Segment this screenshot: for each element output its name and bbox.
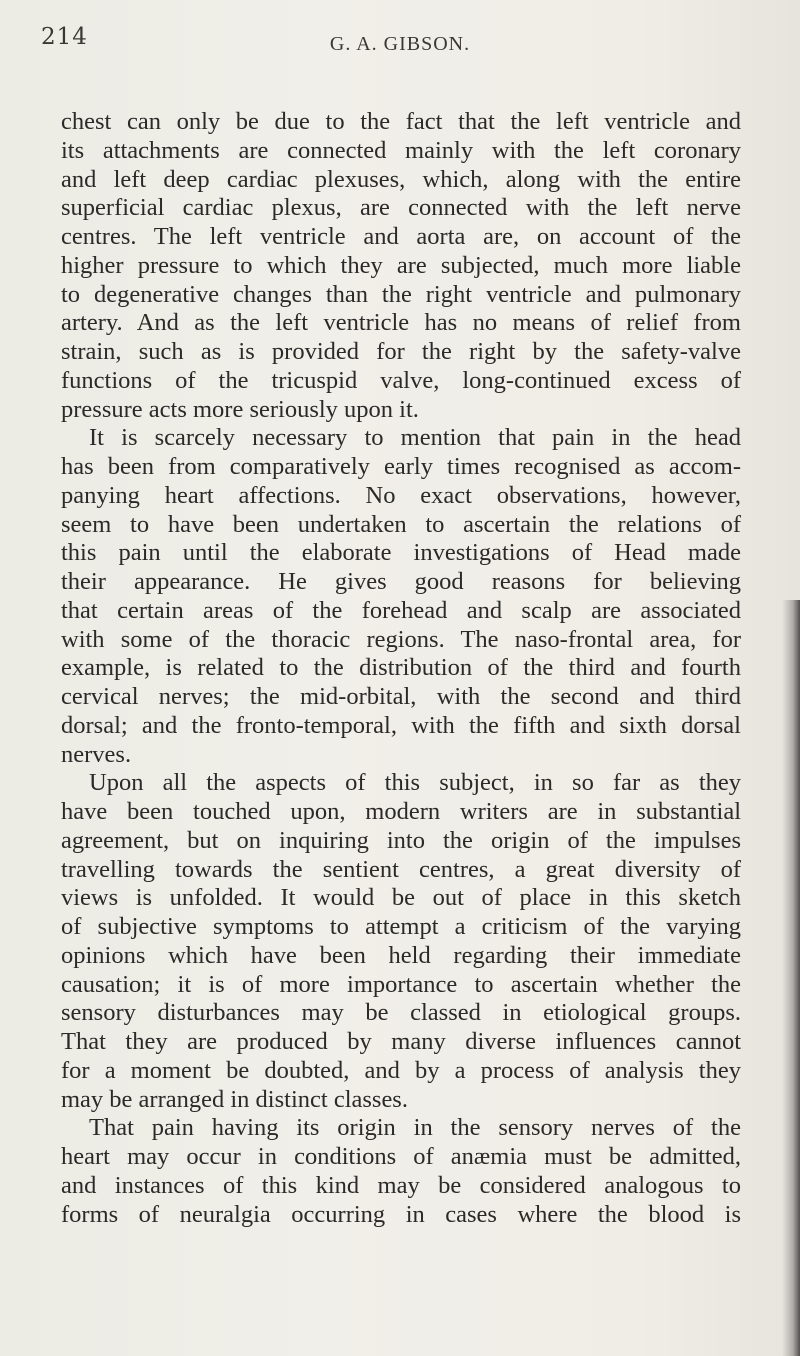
text-line: panying heart affections. No exact observations, however, (61, 481, 741, 509)
page-number: 214 (41, 24, 88, 50)
page-edge-shadow (782, 600, 800, 1356)
running-head: G. A. GIBSON. (329, 33, 471, 55)
text-line: of subjective symptoms to attempt a criticism of the varying (61, 913, 741, 940)
text-line: their appearance. He gives good reasons for believing (61, 568, 741, 595)
text-line: cervical nerves; the mid-orbital, with the second and third (61, 683, 741, 710)
text-line: travelling towards the sentient centres, a great diversity of (61, 855, 741, 883)
text-line: its attachments are connected mainly with the left coronary (61, 136, 741, 164)
text-line: higher pressure to which they are subjected, much more liable (61, 251, 741, 279)
text-line: have been touched upon, modern writers are in substantial (61, 798, 741, 825)
text-line: strain, such as is provided for the right by the safety-valve (61, 338, 741, 365)
text-line: with some of the thoracic regions. The naso-frontal area, for (61, 625, 741, 653)
paragraph-first-line: Upon all the aspects of this subject, in so far as they (89, 769, 741, 797)
text-line: sensory disturbances may be classed in etiological groups. (61, 999, 741, 1027)
text-line: chest can only be due to the fact that the left ventricle and (61, 108, 741, 135)
text-line: has been from comparatively early times recognised as accom- (61, 453, 741, 480)
text-line: dorsal; and the fronto-temporal, with the fifth and sixth dorsal (61, 711, 741, 739)
text-line: That they are produced by many diverse influences cannot (61, 1028, 741, 1055)
text-line: artery. And as the left ventricle has no means of relief from (61, 309, 741, 337)
text-line: opinions which have been held regarding their immediate (61, 941, 741, 969)
text-line: may be arranged in distinct classes. (61, 1085, 408, 1113)
text-line: causation; it is of more importance to ascertain whether the (61, 970, 741, 998)
text-line: that certain areas of the forehead and scalp are associated (61, 596, 741, 624)
text-line: and instances of this kind may be considered analogous to (61, 1171, 741, 1199)
text-line: superficial cardiac plexus, are connected with the left nerve (61, 194, 741, 222)
paragraph-first-line: That pain having its origin in the sensory nerves of the (89, 1114, 741, 1142)
text-line: functions of the tricuspid valve, long-continued excess of (61, 366, 741, 394)
text-line: for a moment be doubted, and by a process of analysis they (61, 1056, 741, 1084)
text-line: forms of neuralgia occurring in cases where the blood is (61, 1200, 741, 1228)
text-line: views is unfolded. It would be out of place in this sketch (61, 884, 741, 912)
text-line: nerves. (61, 740, 132, 768)
text-line: seem to have been undertaken to ascertain the relations of (61, 510, 741, 538)
body-text (61, 108, 741, 1229)
text-line: and left deep cardiac plexuses, which, along with the entire (61, 165, 741, 193)
text-line: heart may occur in conditions of anæmia must be admitted, (61, 1143, 741, 1170)
text-line: this pain until the elaborate investigations of Head made (61, 539, 741, 567)
text-line: agreement, but on inquiring into the origin of the impulses (61, 826, 741, 854)
text-line: example, is related to the distribution of the third and fourth (61, 654, 741, 682)
text-line: to degenerative changes than the right ventricle and pulmonary (61, 280, 741, 308)
text-line: pressure acts more seriously upon it. (61, 395, 419, 423)
text-line: centres. The left ventricle and aorta are, on account of the (61, 223, 741, 250)
paragraph-first-line: It is scarcely necessary to mention that pain in the head (89, 424, 741, 452)
